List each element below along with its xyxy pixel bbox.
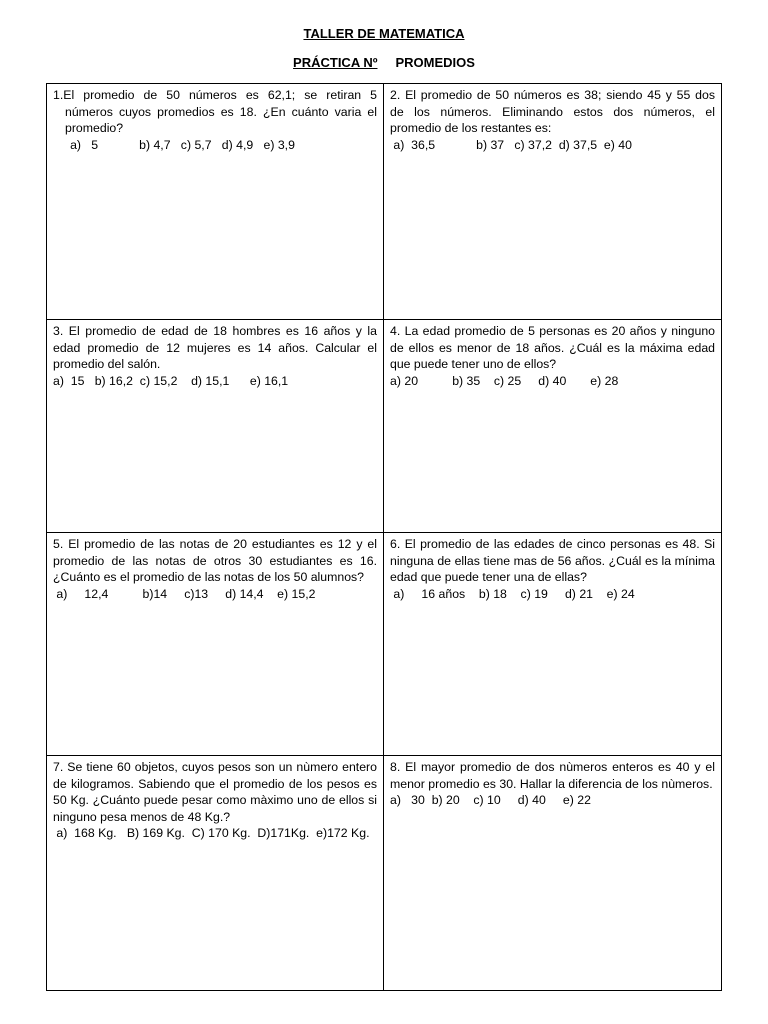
problem-options: a) 12,4 b)14 c)13 d) 14,4 e) 15,2 bbox=[53, 586, 316, 601]
page-title: TALLER DE MATEMATICA bbox=[303, 26, 465, 41]
problem-options: a) 16 años b) 18 c) 19 d) 21 e) 24 bbox=[390, 586, 635, 601]
problem-cell-1 bbox=[47, 84, 384, 319]
problem-text: 3. El promedio de edad de 18 hombres es 16 años y la edad promedio de 12 mujeres es 14 años. Calcular el promedio del salón. bbox=[53, 324, 377, 371]
problem-text: 5. El promedio de las notas de 20 estudiantes es 12 y el promedio de las notas de otros 30 estudiantes es 16. ¿Cuánto es el promedio de las notas de los 50 alumnos? bbox=[53, 537, 377, 584]
problem-text: 8. El mayor promedio de dos nùmeros enteros es 40 y el menor promedio es 30. Hallar la diferencia de los nùmeros. bbox=[390, 760, 715, 791]
problem-text: 6. El promedio de las edades de cinco personas es 48. Si ninguna de ellas tiene mas de 56 años. ¿Cuál es la mínima edad que puede tener una de ellas? bbox=[390, 537, 715, 584]
problem-cell-7 bbox=[47, 755, 384, 990]
problem-cell-5 bbox=[47, 532, 384, 755]
problem-options: a) 168 Kg. B) 169 Kg. C) 170 Kg. D)171Kg. e)172 Kg. bbox=[53, 826, 370, 840]
problem-options: a) 30 b) 20 c) 10 d) 40 e) 22 bbox=[390, 793, 591, 807]
problem-text: 4. La edad promedio de 5 personas es 20 años y ninguno de ellos es menor de 18 años. ¿Cuál es la máxima edad que puede tener uno de ellos? bbox=[390, 324, 715, 371]
problem-cell-3 bbox=[47, 319, 384, 532]
problem-text: 7. Se tiene 60 objetos, cuyos pesos son un nùmero entero de kilogramos. Sabiendo que el promedio de los pesos es 50 Kg. ¿Cuánto puede pesar como màximo uno de ellos si ninguno pesa menos de 48 Kg.? bbox=[53, 760, 377, 824]
page-subtitle bbox=[0, 55, 768, 70]
problem-text: 2. El promedio de 50 números es 38; siendo 45 y 55 dos de los números. Eliminando estos dos números, el promedio de los restantes es: bbox=[390, 88, 715, 135]
topic-label: PROMEDIOS bbox=[395, 55, 475, 70]
problem-options: a) 36,5 b) 37 c) 37,2 d) 37,5 e) 40 bbox=[390, 137, 632, 152]
problem-options: a) 15 b) 16,2 c) 15,2 d) 15,1 e) 16,1 bbox=[53, 373, 289, 388]
problem-text: 1.El promedio de 50 números es 62,1; se retiran 5 números cuyos promedios es 18. ¿En cuánto varia el promedio? bbox=[53, 88, 377, 135]
problem-options: a) 5 b) 4,7 c) 5,7 d) 4,9 e) 3,9 bbox=[53, 137, 295, 152]
practice-label: PRÁCTICA Nº bbox=[293, 55, 378, 70]
problem-cell-8 bbox=[384, 755, 721, 990]
problem-cell-6 bbox=[384, 532, 721, 755]
problem-cell-4 bbox=[384, 319, 721, 532]
problem-cell-2 bbox=[384, 84, 721, 319]
problems-grid bbox=[46, 83, 722, 991]
problem-options: a) 20 b) 35 c) 25 d) 40 e) 28 bbox=[390, 373, 619, 388]
